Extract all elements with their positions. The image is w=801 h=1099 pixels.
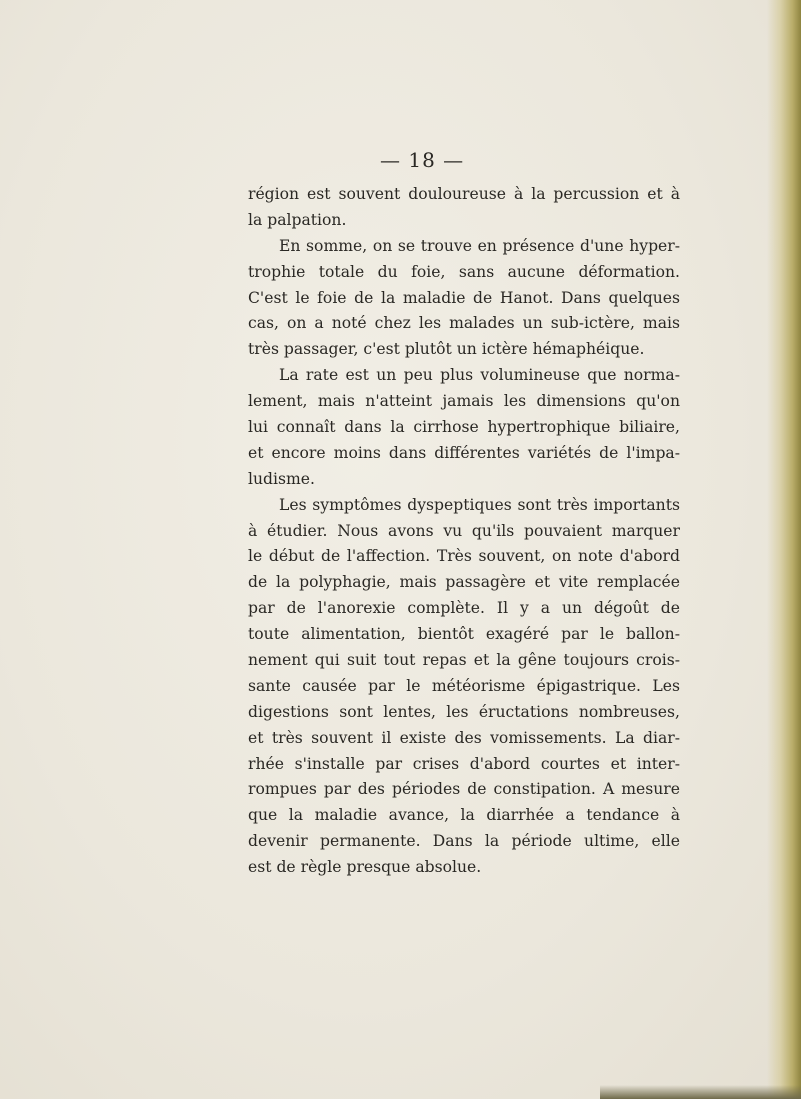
text-line: devenir permanente. Dans la période ultime, elle <box>248 832 680 851</box>
page-edge-stain <box>767 0 801 1099</box>
text-line: le début de l'affection. Très souvent, on note d'abord <box>248 547 680 566</box>
text-line: ludisme. <box>248 469 315 488</box>
text-line: lement, mais n'atteint jamais les dimensions qu'on <box>248 392 680 411</box>
text-line: C'est le foie de la maladie de Hanot. Dans quelques <box>248 288 680 307</box>
text-line: La rate est un peu plus volumineuse que norma- <box>279 366 680 385</box>
text-line: par de l'anorexie complète. Il y a un dégoût de <box>248 599 680 618</box>
text-line: nement qui suit tout repas et la gêne toujours crois- <box>248 651 680 670</box>
text-line: digestions sont lentes, les éructations nombreuses, <box>248 702 680 721</box>
text-line: très passager, c'est plutôt un ictère hémaphéique. <box>248 340 645 359</box>
text-line: et encore moins dans différentes variétés de l'impa- <box>248 443 680 462</box>
text-line: rhée s'installe par crises d'abord courtes et inter- <box>248 754 680 773</box>
text-line: que la maladie avance, la diarrhée a tendance à <box>248 806 680 825</box>
text-line: trophie totale du foie, sans aucune déformation. <box>248 262 680 281</box>
text-line: toute alimentation, bientôt exagéré par le ballon- <box>248 625 680 644</box>
text-line: Les symptômes dyspeptiques sont très importants <box>279 495 680 514</box>
text-line: de la polyphagie, mais passagère et vite remplacée <box>248 573 680 592</box>
text-line: est de règle presque absolue. <box>248 858 482 877</box>
text-line: rompues par des périodes de constipation. A mesure <box>248 780 680 799</box>
text-line: région est souvent douloureuse à la percussion et à <box>248 185 680 203</box>
text-line: lui connaît dans la cirrhose hypertrophique biliaire, <box>248 418 680 437</box>
text-line: cas, on a noté chez les malades un sub-ictère, mais <box>248 314 680 333</box>
text-line: En somme, on se trouve en présence d'une hyper- <box>279 236 680 255</box>
text-line: la palpation. <box>248 210 347 229</box>
text-line: à étudier. Nous avons vu qu'ils pouvaient marquer <box>248 521 680 540</box>
text-line: et très souvent il existe des vomissements. La diar- <box>248 728 680 747</box>
body-text <box>248 182 680 881</box>
page-number: — 18 — <box>380 148 465 172</box>
page-bottom-shadow <box>600 1085 801 1099</box>
text-line: sante causée par le météorisme épigastrique. Les <box>248 676 680 695</box>
